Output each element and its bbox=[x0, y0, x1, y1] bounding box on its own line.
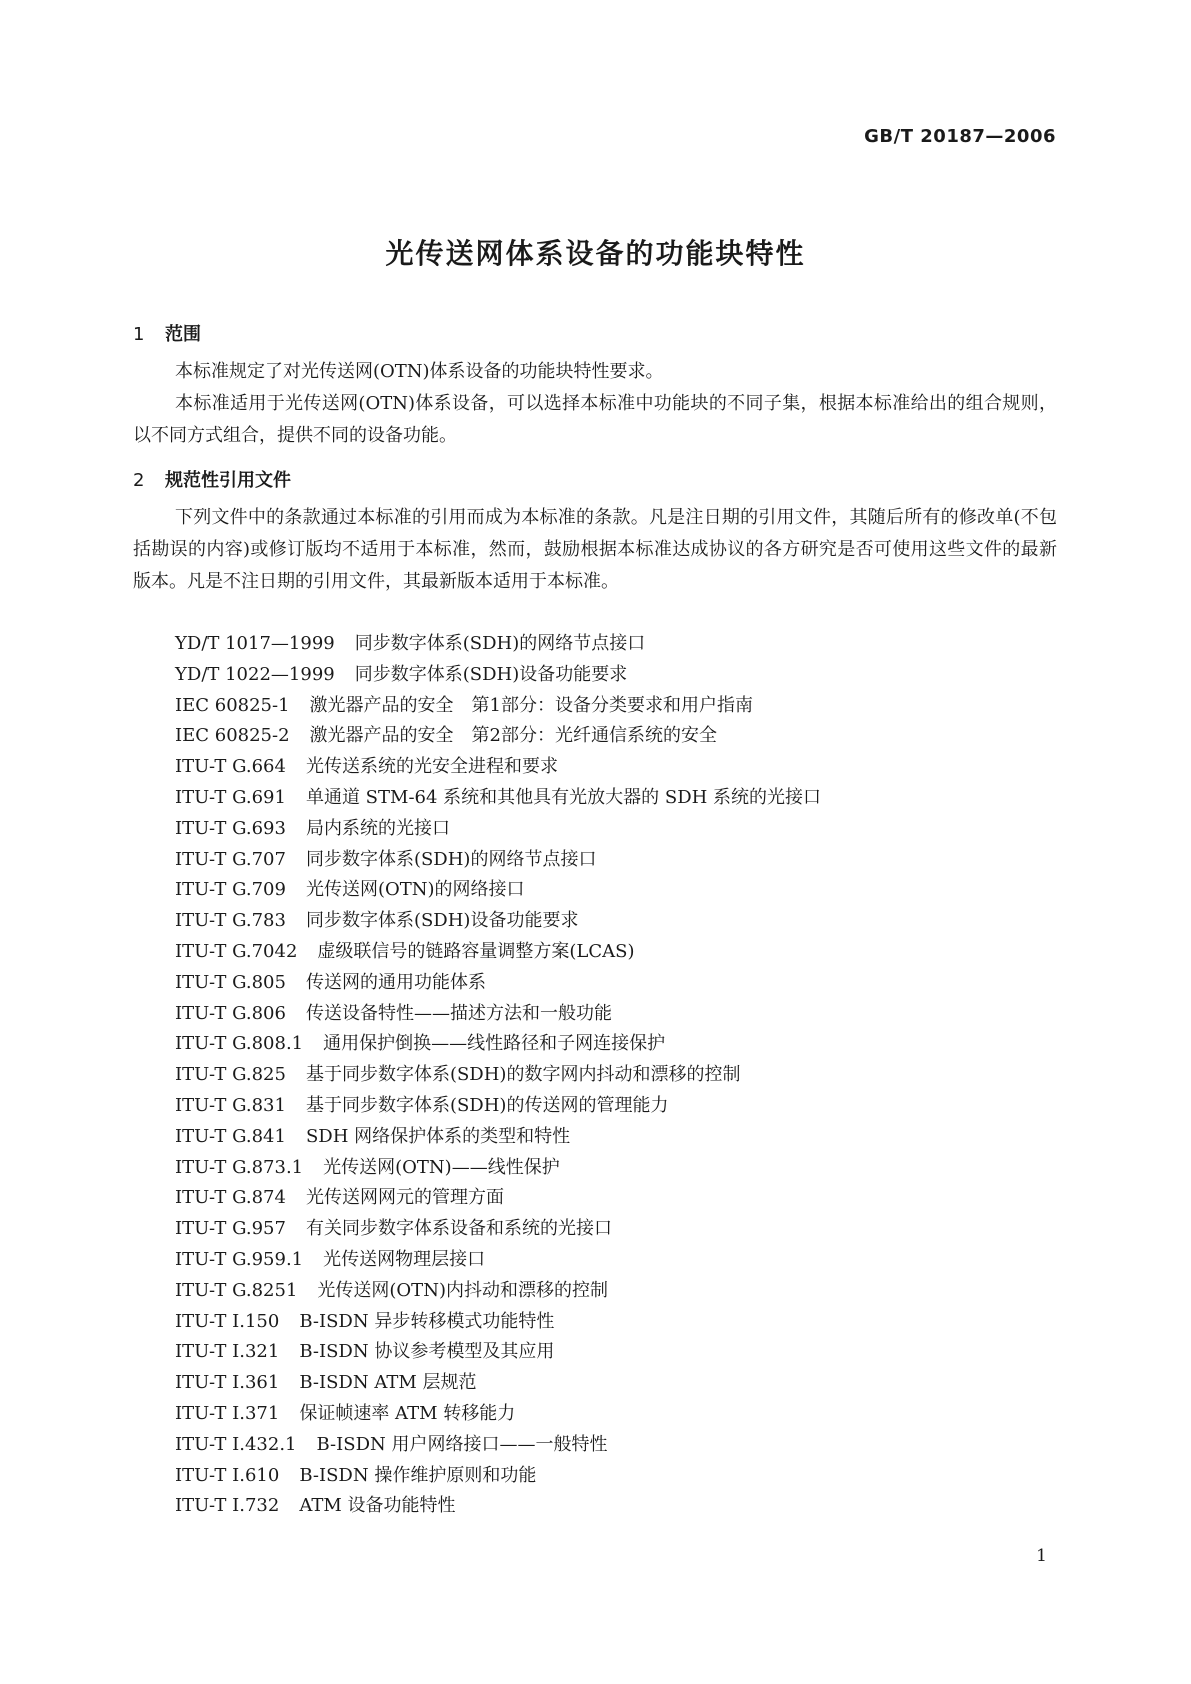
reference-item: ITU-T G.874 光传送网网元的管理方面 bbox=[175, 1187, 504, 1209]
reference-item: IEC 60825-2 激光器产品的安全 第2部分：光纤通信系统的安全 bbox=[175, 725, 717, 747]
reference-item: ITU-T G.808.1 通用保护倒换——线性路径和子网连接保护 bbox=[175, 1033, 666, 1055]
reference-item: ITU-T G.693 局内系统的光接口 bbox=[175, 817, 450, 839]
reference-item: ITU-T G.783 同步数字体系(SDH)设备功能要求 bbox=[175, 910, 579, 932]
reference-item: ITU-T G.8251 光传送网(OTN)内抖动和漂移的控制 bbox=[175, 1279, 608, 1301]
reference-item: ITU-T I.732 ATM 设备功能特性 bbox=[175, 1495, 456, 1517]
section-1-heading bbox=[133, 320, 201, 346]
reference-item: ITU-T G.959.1 光传送网物理层接口 bbox=[175, 1248, 486, 1270]
reference-list bbox=[175, 629, 821, 1522]
reference-item: ITU-T G.691 单通道 STM-64 系统和其他具有光放大器的 SDH 系统的光接口 bbox=[175, 786, 822, 808]
reference-item: ITU-T G.7042 虚级联信号的链路容量调整方案(LCAS) bbox=[175, 940, 635, 962]
section-2-title: 规范性引用文件 bbox=[165, 470, 291, 491]
reference-item: ITU-T G.664 光传送系统的光安全进程和要求 bbox=[175, 756, 558, 778]
section-2-heading bbox=[133, 466, 291, 492]
section-1-paragraph-1: 本标准规定了对光传送网(OTN)体系设备的功能块特性要求。 bbox=[175, 361, 664, 382]
reference-item: ITU-T I.321 B-ISDN 协议参考模型及其应用 bbox=[175, 1341, 555, 1363]
reference-item: ITU-T G.806 传送设备特性——描述方法和一般功能 bbox=[175, 1002, 612, 1024]
reference-item: YD/T 1017—1999 同步数字体系(SDH)的网络节点接口 bbox=[175, 633, 646, 654]
reference-item: ITU-T G.957 有关同步数字体系设备和系统的光接口 bbox=[175, 1218, 612, 1240]
reference-item: ITU-T G.831 基于同步数字体系(SDH)的传送网的管理能力 bbox=[175, 1094, 669, 1116]
page-title: 光传送网体系设备的功能块特性 bbox=[385, 237, 806, 270]
reference-item: ITU-T G.873.1 光传送网(OTN)——线性保护 bbox=[175, 1156, 560, 1178]
section-2-number: 2 bbox=[133, 470, 145, 491]
reference-item: ITU-T I.371 保证帧速率 ATM 转移能力 bbox=[175, 1402, 516, 1424]
page-number: 1 bbox=[1036, 1546, 1047, 1566]
section-1-paragraph-2: 本标准适用于光传送网(OTN)体系设备，可以选择本标准中功能块的不同子集，根据本标准给出的组合规则，以不同方式组合，提供不同的设备功能。 bbox=[133, 393, 1057, 446]
reference-item: ITU-T I.361 B-ISDN ATM 层规范 bbox=[175, 1372, 477, 1394]
reference-item: IEC 60825-1 激光器产品的安全 第1部分：设备分类要求和用户指南 bbox=[175, 694, 753, 716]
reference-item: ITU-T I.150 B-ISDN 异步转移模式功能特性 bbox=[175, 1310, 555, 1332]
section-1-number: 1 bbox=[133, 324, 145, 345]
reference-item: ITU-T G.709 光传送网(OTN)的网络接口 bbox=[175, 879, 525, 901]
section-2-paragraph: 下列文件中的条款通过本标准的引用而成为本标准的条款。凡是注日期的引用文件，其随后所有的修改单(不包括勘误的内容)或修订版均不适用于本标准，然而，鼓励根据本标准达成协议的各方研究是否可使用这些文件的最新版本。凡是不注日期的引用文件，其最新版本适用于本标准。 bbox=[133, 507, 1057, 592]
reference-item: ITU-T G.707 同步数字体系(SDH)的网络节点接口 bbox=[175, 848, 597, 870]
reference-item: ITU-T I.432.1 B-ISDN 用户网络接口——一般特性 bbox=[175, 1433, 608, 1455]
reference-item: ITU-T G.805 传送网的通用功能体系 bbox=[175, 971, 486, 993]
reference-item: ITU-T G.825 基于同步数字体系(SDH)的数字网内抖动和漂移的控制 bbox=[175, 1064, 741, 1086]
reference-item: YD/T 1022—1999 同步数字体系(SDH)设备功能要求 bbox=[175, 663, 628, 685]
standard-code: GB/T 20187—2006 bbox=[864, 126, 1056, 147]
section-1-title: 范围 bbox=[165, 324, 201, 345]
reference-item: ITU-T I.610 B-ISDN 操作维护原则和功能 bbox=[175, 1464, 537, 1486]
reference-item: ITU-T G.841 SDH 网络保护体系的类型和特性 bbox=[175, 1125, 571, 1147]
